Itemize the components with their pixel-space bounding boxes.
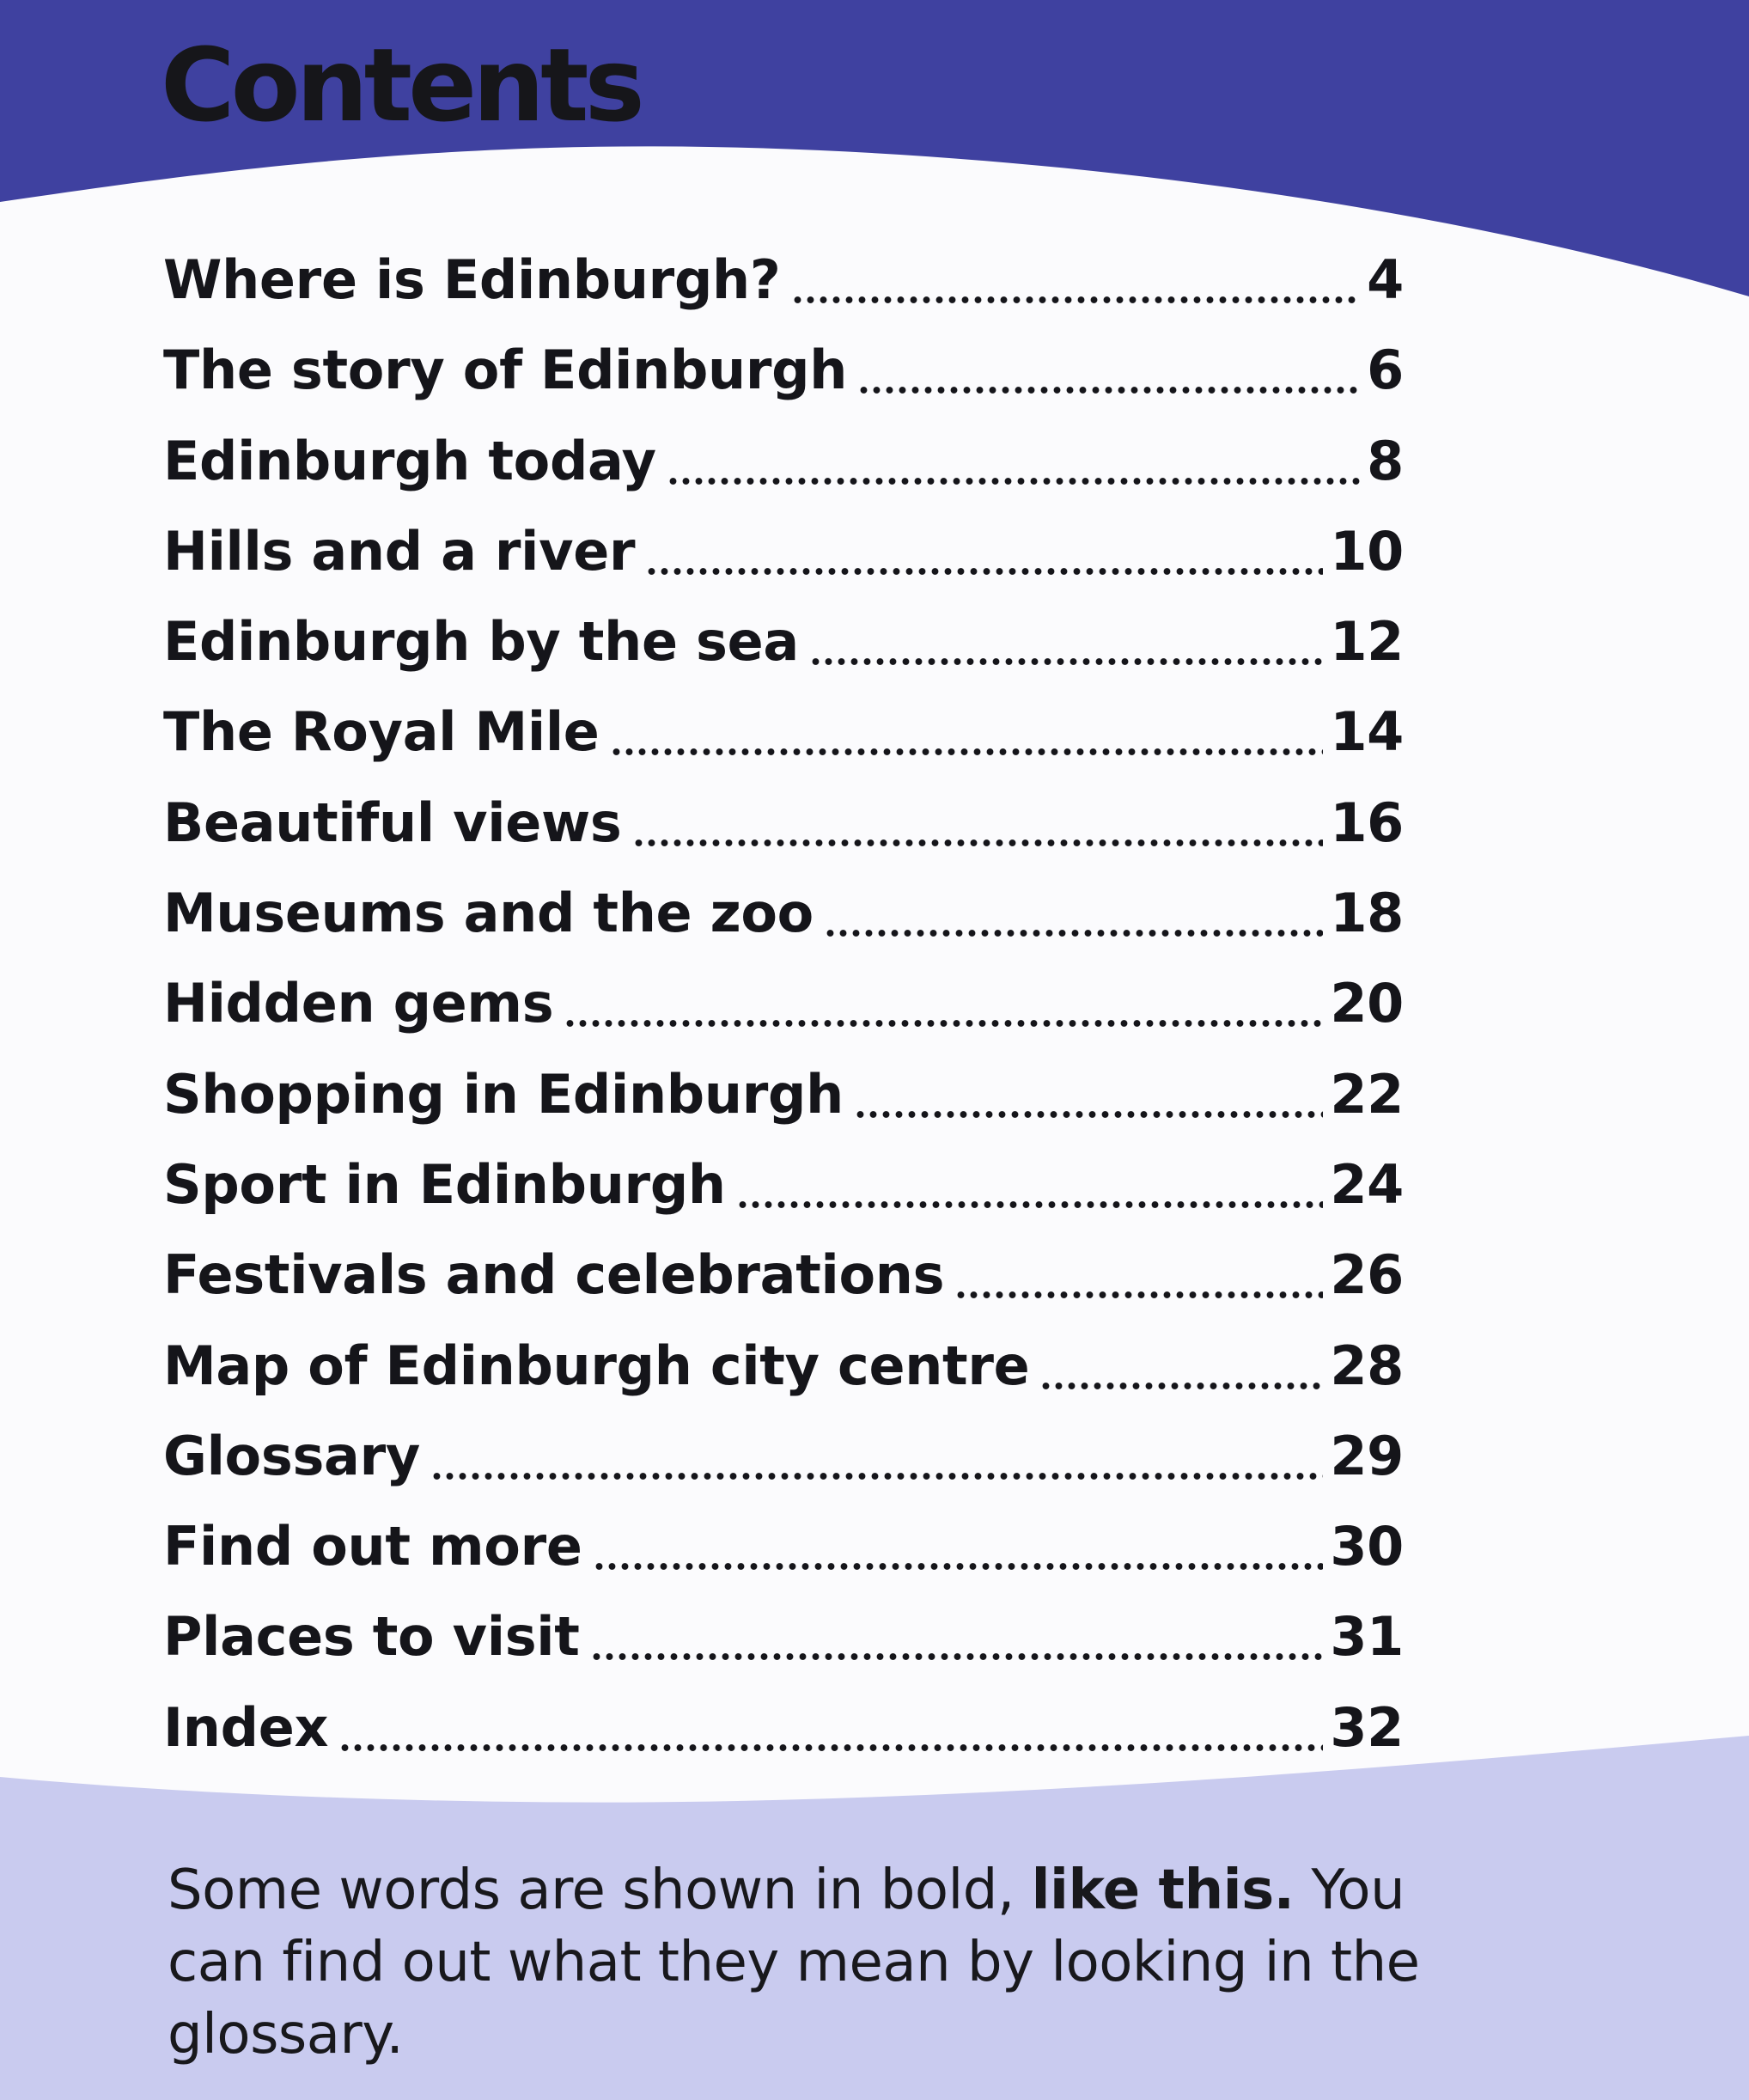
dot-leader: [338, 1696, 1323, 1783]
note-bold-example: like this.: [1031, 1859, 1295, 1922]
toc-entry-title: Shopping in Edinburgh: [163, 1062, 844, 1126]
dot-leader: [1039, 1334, 1323, 1421]
toc-entry-page-number: 26: [1330, 1243, 1404, 1307]
dot-leader: [667, 430, 1360, 516]
toc-entry[interactable]: [163, 1602, 1404, 1692]
dot-leader: [564, 972, 1323, 1059]
toc-entry-page-number: 31: [1330, 1605, 1404, 1669]
toc-entry-title: Festivals and celebrations: [163, 1243, 945, 1307]
dot-leader: [954, 1243, 1323, 1330]
toc-entry[interactable]: [163, 607, 1404, 697]
glossary-note: [168, 1854, 1473, 2071]
toc-entry-page-number: 6: [1367, 339, 1404, 402]
toc-entry-page-number: 29: [1330, 1424, 1404, 1487]
dot-leader: [593, 1515, 1324, 1602]
toc-entry[interactable]: [163, 1421, 1404, 1511]
toc-entry-page-number: 4: [1367, 248, 1404, 311]
toc-entry-title: Edinburgh by the sea: [163, 610, 799, 674]
dot-leader: [610, 700, 1324, 787]
toc-entry[interactable]: [163, 788, 1404, 878]
toc-entry-title: Find out more: [163, 1515, 582, 1578]
toc-entry-title: Glossary: [163, 1424, 420, 1487]
toc-entry-title: Beautiful views: [163, 791, 622, 854]
toc-entry[interactable]: [163, 968, 1404, 1059]
toc-entry[interactable]: [163, 1331, 1404, 1421]
toc-entry-title: Hidden gems: [163, 972, 554, 1035]
toc-entry[interactable]: [163, 1693, 1404, 1783]
toc-entry-page-number: 20: [1330, 972, 1404, 1035]
toc-entry-page-number: 32: [1330, 1695, 1404, 1759]
toc-entry[interactable]: [163, 1150, 1404, 1240]
toc-entry-title: Hills and a river: [163, 519, 636, 583]
dot-leader: [854, 1063, 1323, 1150]
toc-entry-page-number: 18: [1330, 882, 1404, 945]
toc-entry-page-number: 30: [1330, 1515, 1404, 1578]
dot-leader: [857, 339, 1360, 425]
toc-entry-title: Edinburgh today: [163, 429, 656, 492]
toc-entry-title: Museums and the zoo: [163, 882, 814, 945]
dot-leader: [430, 1425, 1323, 1511]
dot-leader: [809, 610, 1323, 697]
toc-entry[interactable]: [163, 1059, 1404, 1150]
toc-entry-page-number: 10: [1330, 519, 1404, 583]
note-text-end: You can find out what they mean by looking in the glossary.: [168, 1859, 1420, 2066]
toc-entry-title: Places to visit: [163, 1605, 580, 1669]
toc-entry[interactable]: [163, 697, 1404, 787]
toc-entry-title: The Royal Mile: [163, 700, 600, 764]
toc-entry-title: Map of Edinburgh city centre: [163, 1334, 1030, 1397]
toc-entry[interactable]: [163, 516, 1404, 607]
dot-leader: [632, 791, 1324, 878]
toc-entry-title: Index: [163, 1695, 329, 1759]
toc-entry-title: Sport in Edinburgh: [163, 1152, 726, 1216]
table-of-contents: [163, 245, 1404, 1783]
toc-entry-page-number: 16: [1330, 791, 1404, 854]
toc-entry[interactable]: [163, 245, 1404, 335]
page-title: Contents: [161, 26, 641, 144]
toc-entry[interactable]: [163, 1511, 1404, 1602]
toc-entry-title: The story of Edinburgh: [163, 339, 848, 402]
toc-entry[interactable]: [163, 878, 1404, 968]
toc-entry-page-number: 28: [1330, 1334, 1404, 1397]
toc-entry-page-number: 24: [1330, 1152, 1404, 1216]
toc-entry-page-number: 8: [1367, 429, 1404, 492]
dot-leader: [736, 1153, 1324, 1240]
toc-entry-page-number: 12: [1330, 610, 1404, 674]
dot-leader: [791, 248, 1361, 335]
toc-entry-page-number: 14: [1330, 700, 1404, 764]
toc-entry[interactable]: [163, 335, 1404, 425]
toc-entry-page-number: 22: [1330, 1062, 1404, 1126]
dot-leader: [645, 520, 1323, 607]
dot-leader: [590, 1605, 1324, 1692]
toc-entry[interactable]: [163, 426, 1404, 516]
note-text-start: Some words are shown in bold,: [168, 1859, 1032, 1922]
dot-leader: [824, 882, 1323, 968]
toc-entry[interactable]: [163, 1240, 1404, 1330]
toc-entry-title: Where is Edinburgh?: [163, 248, 781, 311]
